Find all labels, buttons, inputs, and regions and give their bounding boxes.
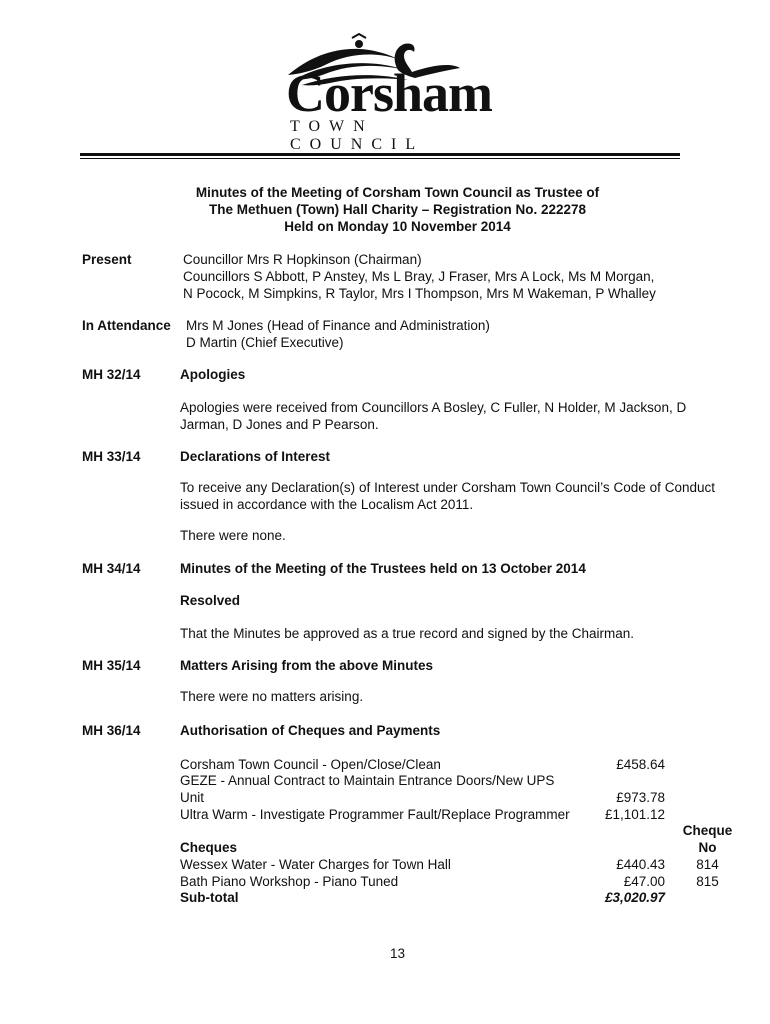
header-rule-thin [80, 158, 680, 159]
cheque-no-header-2: No [698, 840, 717, 855]
item-heading: Matters Arising from the above Minutes [180, 658, 434, 673]
cheque-number: 815 [696, 874, 719, 889]
payment-amount: £458.64 [616, 757, 665, 772]
item-heading: Minutes of the Meeting of the Trustees held on 13 October 2014 [180, 561, 586, 576]
present-label: Present [82, 252, 132, 267]
payment-amount: £1,101.12 [604, 807, 665, 822]
council-logo [280, 30, 520, 153]
cheque-number: 814 [696, 857, 719, 872]
item-text: There were no matters arising. [180, 689, 364, 704]
payment-desc: Ultra Warm - Investigate Programmer Fault/Replace Programmer [180, 807, 570, 822]
minutes-title-line3: Held on Monday 10 November 2014 [284, 219, 511, 234]
minutes-title-line2: The Methuen (Town) Hall Charity – Registration No. 222278 [208, 202, 587, 217]
item-ref: MH 36/14 [82, 723, 141, 738]
payment-desc-cont: Unit [180, 790, 205, 805]
page-number: 13 [389, 946, 406, 961]
item-heading: Authorisation of Cheques and Payments [180, 723, 441, 738]
cheque-amount: £47.00 [623, 874, 665, 889]
present-line: Councillors S Abbott, P Anstey, Ms L Bray, J Fraser, Mrs A Lock, Ms M Morgan, [183, 269, 655, 284]
payment-desc: Corsham Town Council - Open/Close/Clean [180, 757, 441, 772]
item-text: To receive any Declaration(s) of Interest under Corsham Town Council’s Code of Conduct issued in accordance with the Localism Act 2011. [180, 480, 715, 512]
item-heading: Apologies [180, 367, 246, 382]
cheque-desc: Wessex Water - Water Charges for Town Hall [180, 857, 451, 872]
resolved-label: Resolved [180, 593, 241, 608]
subtotal-amount: £3,020.97 [604, 890, 665, 905]
item-text: Apologies were received from Councillors A Bosley, C Fuller, N Holder, M Jackson, D Jarman, D Jones and P Pearson. [180, 400, 687, 432]
item-heading: Declarations of Interest [180, 449, 331, 464]
present-line: N Pocock, M Simpkins, R Taylor, Mrs I Thompson, Mrs M Wakeman, P Whalley [183, 286, 656, 301]
item-ref: MH 33/14 [82, 449, 141, 464]
attendance-line: Mrs M Jones (Head of Finance and Administration) [186, 318, 490, 333]
attendance-label: In Attendance [82, 318, 171, 333]
present-line: Councillor Mrs R Hopkinson (Chairman) [183, 252, 422, 267]
subtotal-label: Sub-total [180, 890, 239, 905]
cheques-label: Cheques [180, 840, 238, 855]
attendance-line: D Martin (Chief Executive) [186, 335, 344, 350]
header-rule-thick [80, 153, 680, 156]
cheque-desc: Bath Piano Workshop - Piano Tuned [180, 874, 399, 889]
payment-desc: GEZE - Annual Contract to Maintain Entrance Doors/New UPS [180, 773, 555, 788]
logo-wordmark: Corsham [286, 63, 492, 123]
cheque-no-header: Cheque [682, 823, 733, 838]
item-ref: MH 34/14 [82, 561, 141, 576]
item-ref: MH 35/14 [82, 658, 141, 673]
item-ref: MH 32/14 [82, 367, 141, 382]
item-text: That the Minutes be approved as a true record and signed by the Chairman. [180, 626, 635, 641]
logo-subtitle: TOWN COUNCIL [290, 118, 425, 153]
cheque-amount: £440.43 [616, 857, 665, 872]
payment-amount: £973.78 [616, 790, 665, 805]
item-text-2: There were none. [180, 528, 286, 543]
minutes-title-line1: Minutes of the Meeting of Corsham Town Council as Trustee of [195, 185, 600, 200]
